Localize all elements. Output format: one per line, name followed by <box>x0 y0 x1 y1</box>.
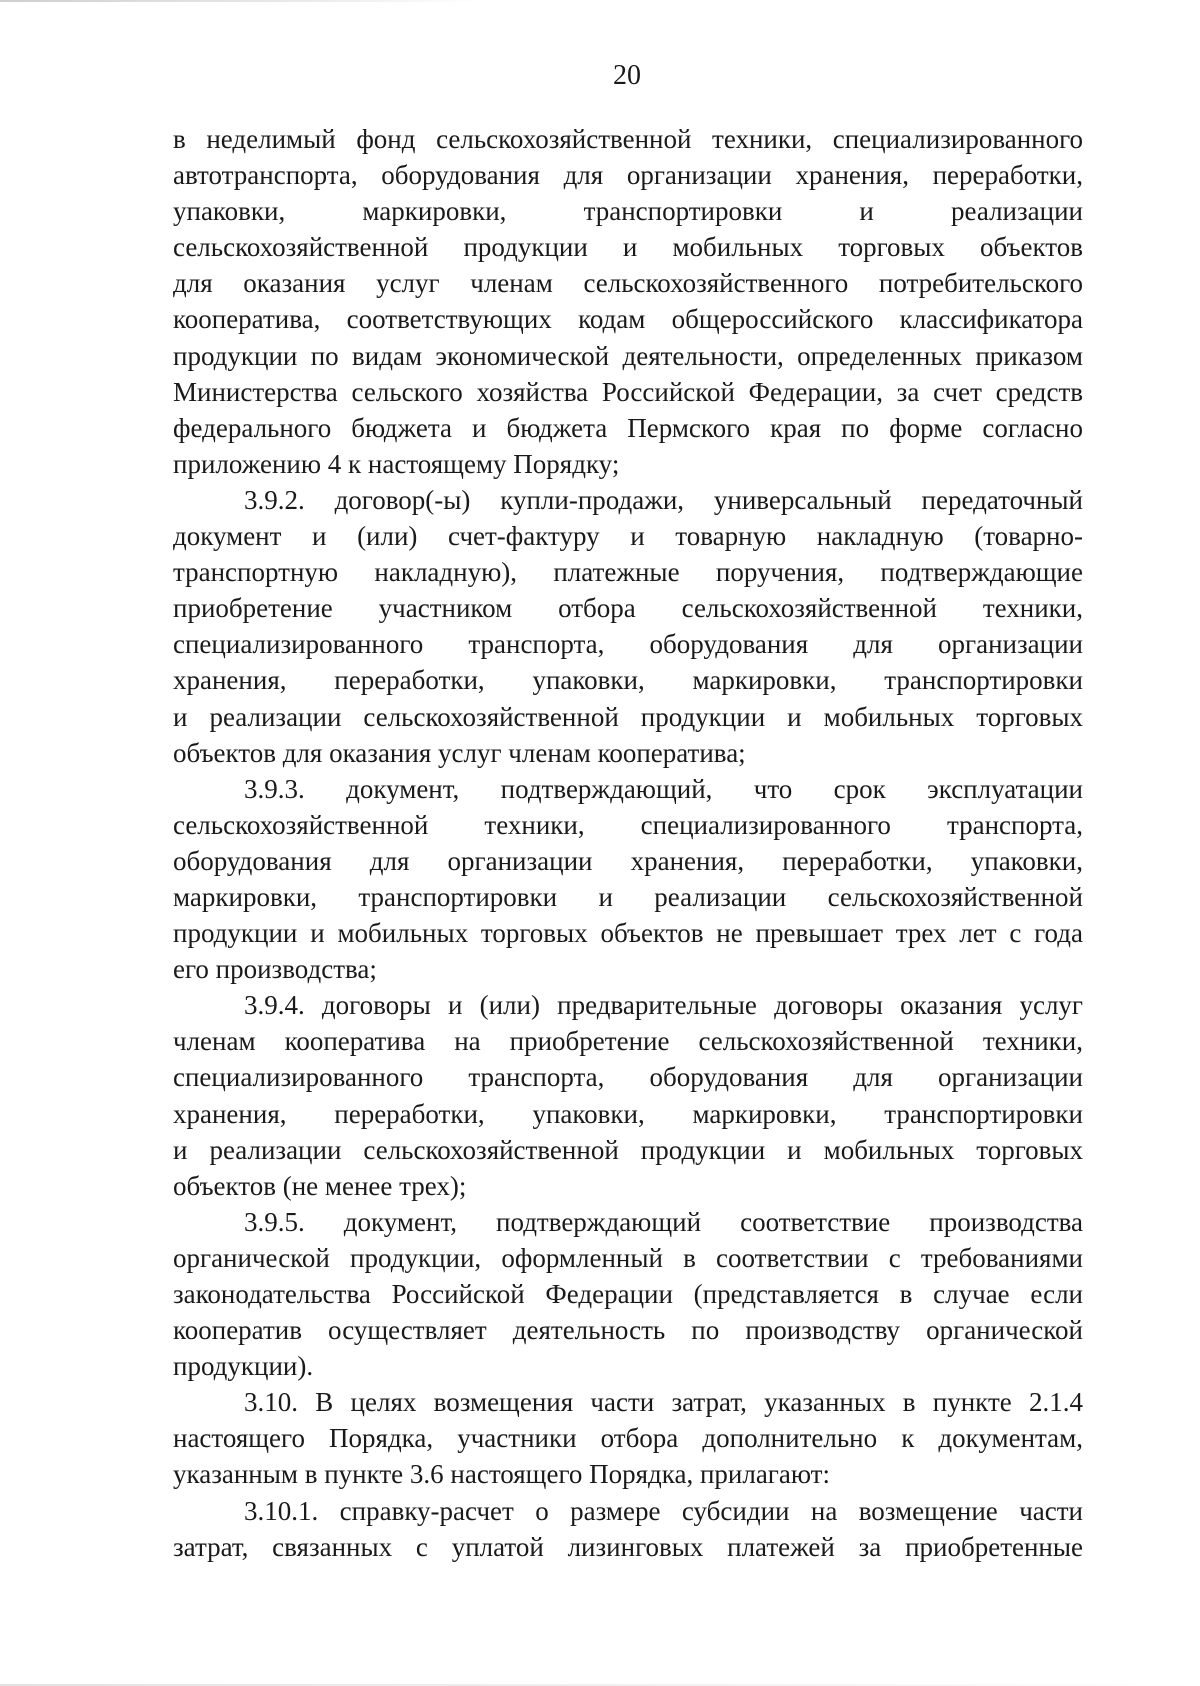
text-line: приложению 4 к настоящему Порядку; <box>173 448 620 479</box>
text-line: хранения, переработки, упаковки, маркировки, транспортировки <box>173 665 1083 696</box>
paragraph-first-line: 3.9.3. документ, подтверждающий, что срок эксплуатации <box>244 773 1083 804</box>
text-line: сельскохозяйственной продукции и мобильных торговых объектов <box>173 232 1083 263</box>
text-line: и реализации сельскохозяйственной продукции и мобильных торговых <box>173 701 1083 732</box>
text-line: автотранспорта, оборудования для организации хранения, переработки, <box>173 160 1083 191</box>
text-line: маркировки, транспортировки и реализации сельскохозяйственной <box>173 881 1083 912</box>
text-line: настоящего Порядка, участники отбора дополнительно к документам, <box>173 1423 1083 1454</box>
text-line: затрат, связанных с уплатой лизинговых платежей за приобретенные <box>173 1531 1083 1562</box>
text-line: документ и (или) счет-фактуру и товарную накладную (товарно- <box>173 521 1083 552</box>
page-number: 20 <box>613 60 641 91</box>
text-line: транспортную накладную), платежные поручения, подтверждающие <box>173 557 1083 588</box>
text-line: органической продукции, оформленный в соответствии с требованиями <box>173 1242 1083 1273</box>
text-line: в неделимый фонд сельскохозяйственной техники, специализированного <box>173 124 1083 154</box>
text-line: специализированного транспорта, оборудования для организации <box>173 1062 1083 1093</box>
text-line: специализированного транспорта, оборудования для организации <box>173 629 1083 660</box>
text-line: членам кооператива на приобретение сельскохозяйственной техники, <box>173 1026 1083 1057</box>
text-line: и реализации сельскохозяйственной продукции и мобильных торговых <box>173 1134 1083 1165</box>
scan-edge-top <box>0 0 480 2</box>
text-line: продукции по видам экономической деятельности, определенных приказом <box>173 340 1083 371</box>
paragraph-first-line: 3.9.5. документ, подтверждающий соответствие производства <box>244 1206 1083 1237</box>
paragraph-first-line: 3.10.1. справку-расчет о размере субсидии на возмещение части <box>244 1495 1083 1526</box>
text-line: законодательства Российской Федерации (представляется в случае если <box>173 1279 1083 1309</box>
text-line: федерального бюджета и бюджета Пермского края по форме согласно <box>173 412 1083 443</box>
text-line: объектов для оказания услуг членам кооператива; <box>173 737 746 768</box>
text-line: его производства; <box>173 954 377 985</box>
text-line: упаковки, маркировки, транспортировки и реализации <box>173 196 1083 227</box>
text-line: приобретение участником отбора сельскохозяйственной техники, <box>173 593 1083 624</box>
paragraph-first-line: 3.9.2. договор(-ы) купли-продажи, универсальный передаточный <box>244 484 1083 515</box>
text-line: объектов (не менее трех); <box>173 1170 467 1201</box>
text-line: продукции). <box>173 1351 314 1382</box>
paragraph-first-line: 3.10. В целях возмещения части затрат, указанных в пункте 2.1.4 <box>244 1387 1083 1418</box>
text-line: Министерства сельского хозяйства Российской Федерации, за счет средств <box>173 376 1083 407</box>
text-line: хранения, переработки, упаковки, маркировки, транспортировки <box>173 1098 1083 1129</box>
text-line: продукции и мобильных торговых объектов не превышает трех лет с года <box>173 918 1083 949</box>
paragraph-first-line: 3.9.4. договоры и (или) предварительные договоры оказания услуг <box>244 990 1083 1021</box>
text-line: кооператив осуществляет деятельность по производству органической <box>173 1315 1083 1346</box>
text-line: указанным в пункте 3.6 настоящего Порядка, прилагают: <box>173 1459 830 1490</box>
text-line: сельскохозяйственной техники, специализированного транспорта, <box>173 809 1083 840</box>
document-body <box>173 121 1083 1565</box>
text-line: кооператива, соответствующих кодам общероссийского классификатора <box>173 304 1083 335</box>
text-line: оборудования для организации хранения, переработки, упаковки, <box>173 845 1083 876</box>
text-line: для оказания услуг членам сельскохозяйственного потребительского <box>173 268 1083 299</box>
